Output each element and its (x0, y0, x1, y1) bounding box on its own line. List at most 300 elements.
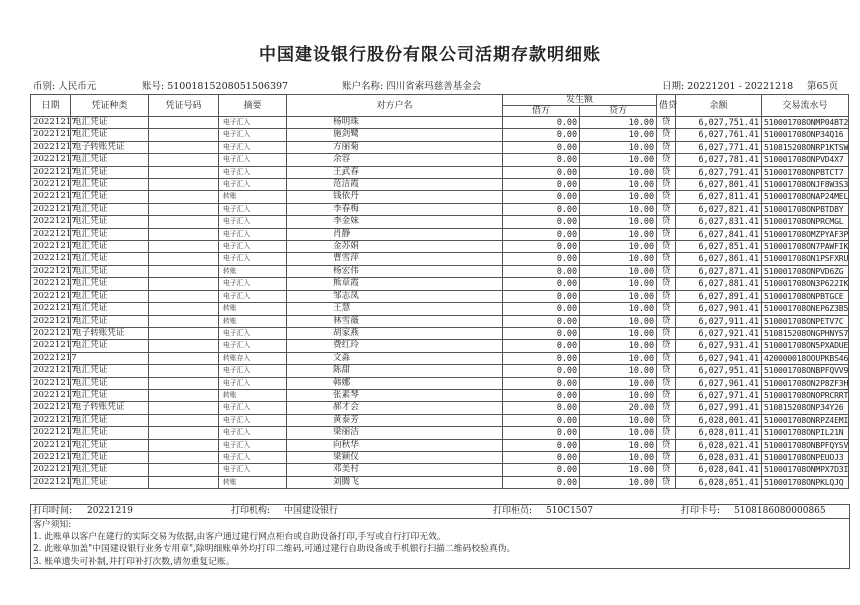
cell-summary: 电子汇入 (219, 228, 287, 240)
cell-date: 20221217 (31, 303, 71, 315)
note-line-2: 2. 此账单加盖"中国建设银行业务专用章",除明细账单外均打印二维码,可通过建行自助设备或手机银行扫描二维码校验真伪。 (33, 544, 516, 555)
cell-party: 余容 (287, 154, 503, 166)
table-row (31, 166, 849, 178)
cell-vno (149, 216, 219, 228)
cell-dc: 贷 (657, 203, 676, 215)
cell-credit: 10.00 (580, 265, 657, 277)
header-voucher-no: 凭证号码 (149, 95, 219, 117)
cell-credit: 10.00 (580, 414, 657, 426)
cell-credit: 10.00 (580, 278, 657, 290)
cell-balance: 6,027,991.41 (676, 402, 762, 414)
cell-vno (149, 166, 219, 178)
cell-serial: 510001708ON3P622IK (762, 278, 849, 290)
cell-vno (149, 315, 219, 327)
cell-vno (149, 117, 219, 129)
cell-vno (149, 154, 219, 166)
cell-dc: 贷 (657, 476, 676, 488)
cell-date: 20221217 (31, 203, 71, 215)
cell-date: 20221217 (31, 365, 71, 377)
cell-credit: 10.00 (580, 451, 657, 463)
cell-debit: 0.00 (503, 402, 580, 414)
table-row (31, 352, 849, 364)
table-header (31, 95, 849, 117)
cell-serial: 510001708ONBPFQVV9 (762, 365, 849, 377)
cell-vno (149, 141, 219, 153)
cell-date: 20221217 (31, 154, 71, 166)
cell-balance: 6,027,961.41 (676, 377, 762, 389)
table-row (31, 427, 849, 439)
cell-credit: 10.00 (580, 228, 657, 240)
table-row (31, 278, 849, 290)
statement-title: 中国建设银行股份有限公司活期存款明细账 (259, 45, 601, 65)
cell-credit: 10.00 (580, 464, 657, 476)
cell-dc: 贷 (657, 166, 676, 178)
cell-summary: 电子汇入 (219, 253, 287, 265)
cell-serial: 510001708ONAP24MEL (762, 191, 849, 203)
cell-balance: 6,027,781.41 (676, 154, 762, 166)
cell-dc: 贷 (657, 340, 676, 352)
table-row (31, 315, 849, 327)
cell-date: 20221217 (31, 377, 71, 389)
cell-vno (149, 439, 219, 451)
cell-debit: 0.00 (503, 253, 580, 265)
cell-serial: 510001708ONPBTCT7 (762, 166, 849, 178)
cell-party: 李金妹 (287, 216, 503, 228)
cell-debit: 0.00 (503, 241, 580, 253)
table-row (31, 377, 849, 389)
cell-summary: 电子汇入 (219, 154, 287, 166)
header-debit-credit: 借贷 (657, 95, 676, 117)
cell-credit: 10.00 (580, 315, 657, 327)
cell-serial: 510001708ONPETV7C (762, 315, 849, 327)
cell-party: 方丽菊 (287, 141, 503, 153)
table-row (31, 451, 849, 463)
cell-vno (149, 129, 219, 141)
cell-balance: 6,027,951.41 (676, 365, 762, 377)
cell-balance: 6,027,871.41 (676, 265, 762, 277)
cell-dc: 贷 (657, 352, 676, 364)
cell-vtype: 电汇凭证 (71, 166, 149, 178)
cell-party: 金苏娟 (287, 241, 503, 253)
table-row (31, 439, 849, 451)
cell-vtype: 电汇凭证 (71, 117, 149, 129)
cell-summary: 电子汇入 (219, 464, 287, 476)
cell-party: 邹志凤 (287, 290, 503, 302)
cell-dc: 贷 (657, 253, 676, 265)
table-row (31, 129, 849, 141)
header-serial: 交易流水号 (762, 95, 849, 117)
cell-party: 郝才会 (287, 402, 503, 414)
cell-summary: 转账 (219, 303, 287, 315)
cell-debit: 0.00 (503, 203, 580, 215)
cell-summary: 电子汇入 (219, 377, 287, 389)
cell-dc: 贷 (657, 451, 676, 463)
cell-debit: 0.00 (503, 377, 580, 389)
cell-vtype (71, 352, 149, 364)
cell-summary: 电子汇入 (219, 203, 287, 215)
cell-balance: 6,027,971.41 (676, 389, 762, 401)
cell-party: 张素琴 (287, 389, 503, 401)
table-row (31, 402, 849, 414)
cell-serial: 420000018OOUPKBS46 (762, 352, 849, 364)
cell-balance: 6,027,841.41 (676, 228, 762, 240)
cell-date: 20221217 (31, 340, 71, 352)
cell-date: 20221217 (31, 166, 71, 178)
cell-party: 王慧 (287, 303, 503, 315)
cell-date: 20221217 (31, 117, 71, 129)
cell-debit: 0.00 (503, 278, 580, 290)
table-row (31, 141, 849, 153)
table-row (31, 327, 849, 339)
cell-vno (149, 253, 219, 265)
cell-party: 邓美村 (287, 464, 503, 476)
cell-balance: 6,028,011.41 (676, 427, 762, 439)
cell-credit: 10.00 (580, 253, 657, 265)
cell-summary: 电子汇入 (219, 290, 287, 302)
cell-serial: 510815208ONRP1KTSW (762, 141, 849, 153)
header-voucher-type: 凭证种类 (71, 95, 149, 117)
cell-vtype: 电汇凭证 (71, 365, 149, 377)
cell-balance: 6,027,941.41 (676, 352, 762, 364)
cell-vtype: 电汇凭证 (71, 427, 149, 439)
cell-debit: 0.00 (503, 191, 580, 203)
cell-dc: 贷 (657, 117, 676, 129)
cell-date: 20221217 (31, 352, 71, 364)
cell-summary: 转账 (219, 315, 287, 327)
cell-dc: 贷 (657, 464, 676, 476)
cell-summary: 电子汇入 (219, 427, 287, 439)
cell-date: 20221217 (31, 278, 71, 290)
cell-summary: 电子汇入 (219, 451, 287, 463)
table-row (31, 340, 849, 352)
cell-vtype: 电汇凭证 (71, 241, 149, 253)
cell-dc: 贷 (657, 439, 676, 451)
cell-serial: 510001708OMZPYAF3P (762, 228, 849, 240)
cell-vtype: 电子转账凭证 (71, 141, 149, 153)
cell-date: 20221217 (31, 141, 71, 153)
cell-vtype: 电汇凭证 (71, 303, 149, 315)
cell-summary: 电子汇入 (219, 129, 287, 141)
cell-serial: 510001708ON2P8ZF3H (762, 377, 849, 389)
header-counterparty: 对方户名 (287, 95, 503, 117)
cell-serial: 510001708ONOPRCRRT (762, 389, 849, 401)
cell-date: 20221217 (31, 451, 71, 463)
table-row (31, 253, 849, 265)
cell-date: 20221217 (31, 228, 71, 240)
cell-credit: 10.00 (580, 203, 657, 215)
cell-serial: 510001708ONRPZ4EMI (762, 414, 849, 426)
cell-serial: 510001708ONPKLQJQ (762, 476, 849, 488)
cell-party: 李春梅 (287, 203, 503, 215)
cell-summary: 电子汇入 (219, 439, 287, 451)
header-date: 日期 (31, 95, 71, 117)
currency-value: 人民币元 (58, 81, 97, 92)
cell-dc: 贷 (657, 365, 676, 377)
cell-credit: 10.00 (580, 340, 657, 352)
cell-balance: 6,028,041.41 (676, 464, 762, 476)
cell-vtype: 电汇凭证 (71, 154, 149, 166)
cell-party: 肖静 (287, 228, 503, 240)
cell-debit: 0.00 (503, 228, 580, 240)
cell-party: 费红玲 (287, 340, 503, 352)
cell-summary: 电子汇入 (219, 117, 287, 129)
cell-credit: 10.00 (580, 303, 657, 315)
customer-notes (30, 518, 850, 569)
cell-serial: 510001708ONMP04BT2 (762, 117, 849, 129)
cell-debit: 0.00 (503, 427, 580, 439)
cell-balance: 6,027,761.41 (676, 129, 762, 141)
cell-vtype: 电汇凭证 (71, 253, 149, 265)
cell-date: 20221217 (31, 315, 71, 327)
cell-summary: 电子汇入 (219, 327, 287, 339)
table-row (31, 191, 849, 203)
table-row (31, 303, 849, 315)
header-balance: 余额 (676, 95, 762, 117)
cell-credit: 10.00 (580, 191, 657, 203)
table-row (31, 464, 849, 476)
cell-debit: 0.00 (503, 117, 580, 129)
table-row (31, 414, 849, 426)
cell-debit: 0.00 (503, 464, 580, 476)
cell-summary: 转账 (219, 476, 287, 488)
cell-date: 20221217 (31, 129, 71, 141)
cell-party: 向秋华 (287, 439, 503, 451)
cell-vno (149, 389, 219, 401)
cell-debit: 0.00 (503, 327, 580, 339)
cell-dc: 贷 (657, 154, 676, 166)
cell-credit: 10.00 (580, 327, 657, 339)
table-row (31, 476, 849, 488)
cell-vno (149, 265, 219, 277)
cell-dc: 贷 (657, 414, 676, 426)
cell-balance: 6,027,881.41 (676, 278, 762, 290)
cell-date: 20221217 (31, 389, 71, 401)
cell-balance: 6,027,901.41 (676, 303, 762, 315)
date-range-field (662, 78, 793, 92)
print-date-label: 打印时间: (33, 506, 73, 516)
cell-credit: 10.00 (580, 166, 657, 178)
cell-vno (149, 365, 219, 377)
cell-balance: 6,027,861.41 (676, 253, 762, 265)
cell-vtype: 电汇凭证 (71, 203, 149, 215)
print-date-value: 20221219 (87, 506, 133, 516)
cell-summary: 电子汇入 (219, 365, 287, 377)
table-body (31, 117, 849, 489)
cell-dc: 贷 (657, 241, 676, 253)
note-line-3: 3. 账单遗失可补制,并打印补打次数,请勿重复记账。 (33, 556, 235, 567)
table-row (31, 265, 849, 277)
cell-dc: 贷 (657, 377, 676, 389)
cell-vno (149, 303, 219, 315)
account-label: 账号: (142, 81, 165, 92)
cell-serial: 510001708ON7PAWFIK (762, 241, 849, 253)
account-value: 51001815208051506397 (167, 81, 289, 92)
cell-dc: 贷 (657, 402, 676, 414)
cell-date: 20221217 (31, 427, 71, 439)
cell-credit: 10.00 (580, 439, 657, 451)
table-row (31, 365, 849, 377)
cell-party: 王武春 (287, 166, 503, 178)
cell-debit: 0.00 (503, 451, 580, 463)
cell-balance: 6,027,751.41 (676, 117, 762, 129)
cell-vno (149, 340, 219, 352)
cell-debit: 0.00 (503, 389, 580, 401)
cell-debit: 0.00 (503, 315, 580, 327)
cell-summary: 电子汇入 (219, 414, 287, 426)
cell-balance: 6,027,791.41 (676, 166, 762, 178)
cell-vtype: 电汇凭证 (71, 414, 149, 426)
cell-dc: 贷 (657, 129, 676, 141)
cell-debit: 0.00 (503, 414, 580, 426)
cell-summary: 转账 (219, 389, 287, 401)
cell-debit: 0.00 (503, 216, 580, 228)
print-card-value: 5108186080000865 (734, 506, 826, 516)
cell-summary: 转账 (219, 265, 287, 277)
cell-date: 20221217 (31, 265, 71, 277)
cell-debit: 0.00 (503, 129, 580, 141)
cell-serial: 510001708ONBPFQYSV (762, 439, 849, 451)
cell-vtype: 电汇凭证 (71, 389, 149, 401)
cell-summary: 转账存入 (219, 352, 287, 364)
cell-vtype: 电汇凭证 (71, 340, 149, 352)
cell-vno (149, 327, 219, 339)
cell-party: 杨明珠 (287, 117, 503, 129)
cell-dc: 贷 (657, 327, 676, 339)
account-name-label: 账户名称: (342, 81, 384, 92)
cell-debit: 0.00 (503, 141, 580, 153)
table-row (31, 241, 849, 253)
cell-serial: 510815208ONGPHNYS7 (762, 327, 849, 339)
cell-vno (149, 203, 219, 215)
cell-dc: 贷 (657, 265, 676, 277)
cell-party: 曹雪萍 (287, 253, 503, 265)
cell-vtype: 电汇凭证 (71, 191, 149, 203)
table-row (31, 203, 849, 215)
cell-credit: 10.00 (580, 427, 657, 439)
currency-label: 币别: (33, 81, 56, 92)
cell-balance: 6,027,801.41 (676, 179, 762, 191)
cell-party: 韩娜 (287, 377, 503, 389)
cell-date: 20221217 (31, 402, 71, 414)
cell-debit: 0.00 (503, 439, 580, 451)
table-row (31, 179, 849, 191)
cell-summary: 电子汇入 (219, 141, 287, 153)
cell-vno (149, 241, 219, 253)
cell-vno (149, 179, 219, 191)
cell-dc: 贷 (657, 216, 676, 228)
cell-party: 黄泰芳 (287, 414, 503, 426)
cell-vtype: 电汇凭证 (71, 265, 149, 277)
cell-serial: 510001708ONPVD4X7 (762, 154, 849, 166)
print-info-row (30, 504, 850, 519)
cell-serial: 510001708ONEP6Z3B5 (762, 303, 849, 315)
cell-vtype: 电汇凭证 (71, 216, 149, 228)
cell-credit: 10.00 (580, 365, 657, 377)
cell-party: 胡家燕 (287, 327, 503, 339)
cell-dc: 贷 (657, 191, 676, 203)
cell-dc: 贷 (657, 303, 676, 315)
note-line-1: 1. 此账单以客户在建行的实际交易为依据,由客户通过建行网点柜台或自助设备打印,手写或自行打印无效。 (33, 532, 446, 543)
cell-party: 刘腾飞 (287, 476, 503, 488)
cell-credit: 10.00 (580, 476, 657, 488)
cell-date: 20221217 (31, 241, 71, 253)
cell-vtype: 电汇凭证 (71, 315, 149, 327)
cell-date: 20221217 (31, 179, 71, 191)
cell-debit: 0.00 (503, 290, 580, 302)
cell-vtype: 电汇凭证 (71, 179, 149, 191)
cell-balance: 6,027,891.41 (676, 290, 762, 302)
cell-credit: 10.00 (580, 179, 657, 191)
cell-credit: 10.00 (580, 129, 657, 141)
cell-summary: 电子汇入 (219, 278, 287, 290)
cell-vno (149, 414, 219, 426)
cell-balance: 6,028,001.41 (676, 414, 762, 426)
cell-balance: 6,028,031.41 (676, 451, 762, 463)
cell-vtype: 电汇凭证 (71, 439, 149, 451)
cell-party: 施剑鹭 (287, 129, 503, 141)
header-amount-group: 发生额 (503, 95, 657, 106)
cell-credit: 10.00 (580, 389, 657, 401)
cell-dc: 贷 (657, 389, 676, 401)
cell-dc: 贷 (657, 315, 676, 327)
cell-debit: 0.00 (503, 303, 580, 315)
cell-serial: 510001708ONPEUOJ3 (762, 451, 849, 463)
cell-vno (149, 464, 219, 476)
cell-date: 20221217 (31, 439, 71, 451)
cell-balance: 6,027,851.41 (676, 241, 762, 253)
cell-dc: 贷 (657, 290, 676, 302)
cell-vno (149, 191, 219, 203)
cell-dc: 贷 (657, 278, 676, 290)
cell-balance: 6,028,021.41 (676, 439, 762, 451)
cell-balance: 6,027,811.41 (676, 191, 762, 203)
cell-summary: 电子汇入 (219, 340, 287, 352)
cell-debit: 0.00 (503, 352, 580, 364)
cell-date: 20221217 (31, 464, 71, 476)
cell-credit: 10.00 (580, 241, 657, 253)
cell-summary: 电子汇入 (219, 166, 287, 178)
cell-vno (149, 402, 219, 414)
cell-party: 杨宏伟 (287, 265, 503, 277)
cell-serial: 510001708ONPRCMGL (762, 216, 849, 228)
cell-serial: 510001708ONPBTDBY (762, 203, 849, 215)
cell-party: 范洁霞 (287, 179, 503, 191)
cell-debit: 0.00 (503, 476, 580, 488)
cell-summary: 转账 (219, 191, 287, 203)
cell-party: 文淼 (287, 352, 503, 364)
table-row (31, 117, 849, 129)
print-org-value: 中国建设银行 (284, 506, 339, 516)
cell-vtype: 电子转账凭证 (71, 327, 149, 339)
cell-summary: 电子汇入 (219, 402, 287, 414)
cell-balance: 6,027,921.41 (676, 327, 762, 339)
cell-credit: 10.00 (580, 154, 657, 166)
print-counter-value: 510C1507 (546, 506, 593, 516)
header-debit: 借方 (503, 106, 580, 117)
account-name-value: 四川省索玛慈善基金会 (386, 81, 482, 92)
cell-party: 陈甜 (287, 365, 503, 377)
cell-party: 熊章霞 (287, 278, 503, 290)
transaction-table (30, 94, 849, 489)
cell-debit: 0.00 (503, 166, 580, 178)
cell-serial: 510001708ONPVD6ZG (762, 265, 849, 277)
page-number: 第65页 (807, 81, 839, 92)
cell-dc: 贷 (657, 179, 676, 191)
cell-credit: 10.00 (580, 117, 657, 129)
cell-summary: 电子汇入 (219, 241, 287, 253)
account-name-field (342, 78, 481, 92)
cell-vno (149, 290, 219, 302)
